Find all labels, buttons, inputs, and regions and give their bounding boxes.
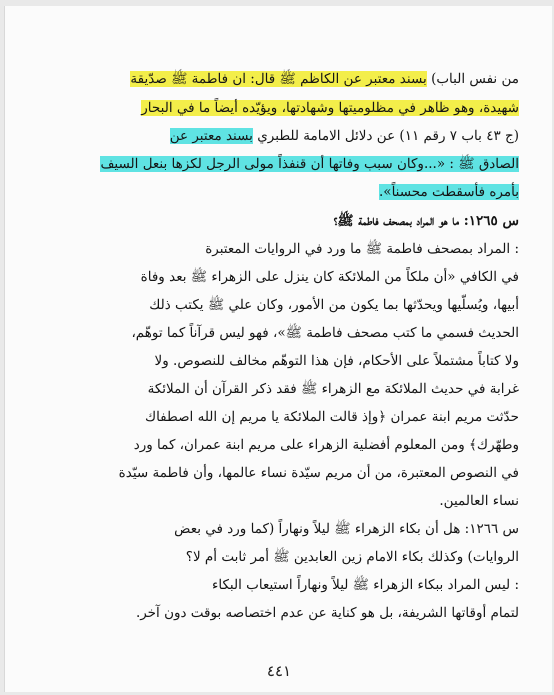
text-segment: وطهّرك﴾ ومن المعلوم أفضلية الزهراء على مريم ابنة عمران، كما ورد	[133, 437, 519, 453]
text-line	[93, 404, 519, 431]
text-segment: أبيها، ويُسلّيها ويحدّثها بما يكون من الأمور، وكان علي ﷺ يكتب ذلك	[149, 297, 519, 313]
page-number: ٤٤١	[266, 662, 292, 680]
text-segment: في الكافي «أن ملكاً من الملائكة كان ينزل على الزهراء ﷺ بعد وفاة	[140, 269, 519, 285]
text-line	[93, 264, 519, 291]
text-segment: نساء العالمين.	[439, 493, 519, 509]
highlighted-text: بأمره فأسقطت محسناً».	[379, 184, 519, 200]
text-line	[93, 376, 519, 403]
text-line	[93, 460, 519, 487]
text-segment: من نفس الباب)	[426, 71, 519, 87]
text-line	[93, 432, 519, 459]
text-line	[93, 600, 519, 627]
text-segment: ولا كتاباً مشتملاً على الأحكام، فإن هذا التوهّم مخالف للنصوص. ولا	[154, 353, 519, 369]
text-segment: غرابة في حديث الملائكة مع الزهراء ﷺ فقد ذكر القرآن أن الملائكة	[147, 381, 519, 397]
text-segment: الحديث فسمي ما كتب مصحف فاطمة ﷺ»، فهو ليس قرآناً كما توهّم،	[131, 325, 519, 341]
text-segment: : ليس المراد ببكاء الزهراء ﷺ ليلاً ونهاراً استيعاب البكاء	[211, 577, 519, 593]
text-line	[93, 572, 519, 599]
text-line	[93, 151, 519, 178]
text-segment: (ج ٤٣ باب ٧ رقم ١١) عن دلائل الامامة للطبري	[252, 128, 519, 144]
text-line	[93, 544, 519, 571]
text-segment: حدّثت مريم ابنة عمران ﴿وإذ قالت الملائكة يا مريم إن الله اصطفاك	[144, 409, 519, 425]
document-page	[4, 6, 552, 692]
text-line	[93, 123, 519, 150]
text-line	[93, 488, 519, 515]
text-line	[93, 66, 519, 93]
text-segment: س ١٢٦٦: هل أن بكاء الزهراء ﷺ ليلاً ونهاراً (كما ورد في بعض	[174, 521, 519, 537]
highlighted-text: بسند معتبر عن	[169, 128, 253, 144]
text-line	[93, 348, 519, 375]
text-line	[93, 292, 519, 319]
highlighted-text: بسند معتبر عن الكاظم ﷺ قال: ان فاطمة ﷺ صدّيقة	[130, 71, 427, 87]
text-line	[93, 320, 519, 347]
highlighted-text: شهيدة، وهو ظاهر في مظلوميتها وشهادتها	[285, 100, 519, 116]
text-segment: س ١٢٦٥: ما هو المراد بمصحف فاطمة ﷺ؟	[333, 213, 519, 229]
text-line	[93, 236, 519, 263]
text-segment: لتمام أوقاتها الشريفة، بل هو كناية عن عدم اختصاصه بوقت دون آخر.	[135, 605, 519, 621]
text-segment: الروايات) وكذلك بكاء الامام زين العابدين ﷺ أمر ثابت أم لا؟	[185, 549, 519, 565]
highlighted-text: الصادق ﷺ : «...وكان سبب وفاتها أن قنفذاً مولى الرجل لكزها بنعل السيف	[100, 156, 519, 172]
text-segment: : المراد بمصحف فاطمة ﷺ ما ورد في الروايات المعتبرة	[205, 241, 519, 257]
text-line	[93, 208, 519, 235]
text-line	[93, 95, 519, 122]
text-line	[93, 179, 519, 206]
highlighted-text: ، ويؤيّده أيضاً ما في البحار	[141, 100, 286, 116]
text-line	[93, 516, 519, 543]
text-segment: في النصوص المعتبرة، من أن مريم سيّدة نساء عالمها، وأن فاطمة سيّدة	[118, 465, 519, 481]
